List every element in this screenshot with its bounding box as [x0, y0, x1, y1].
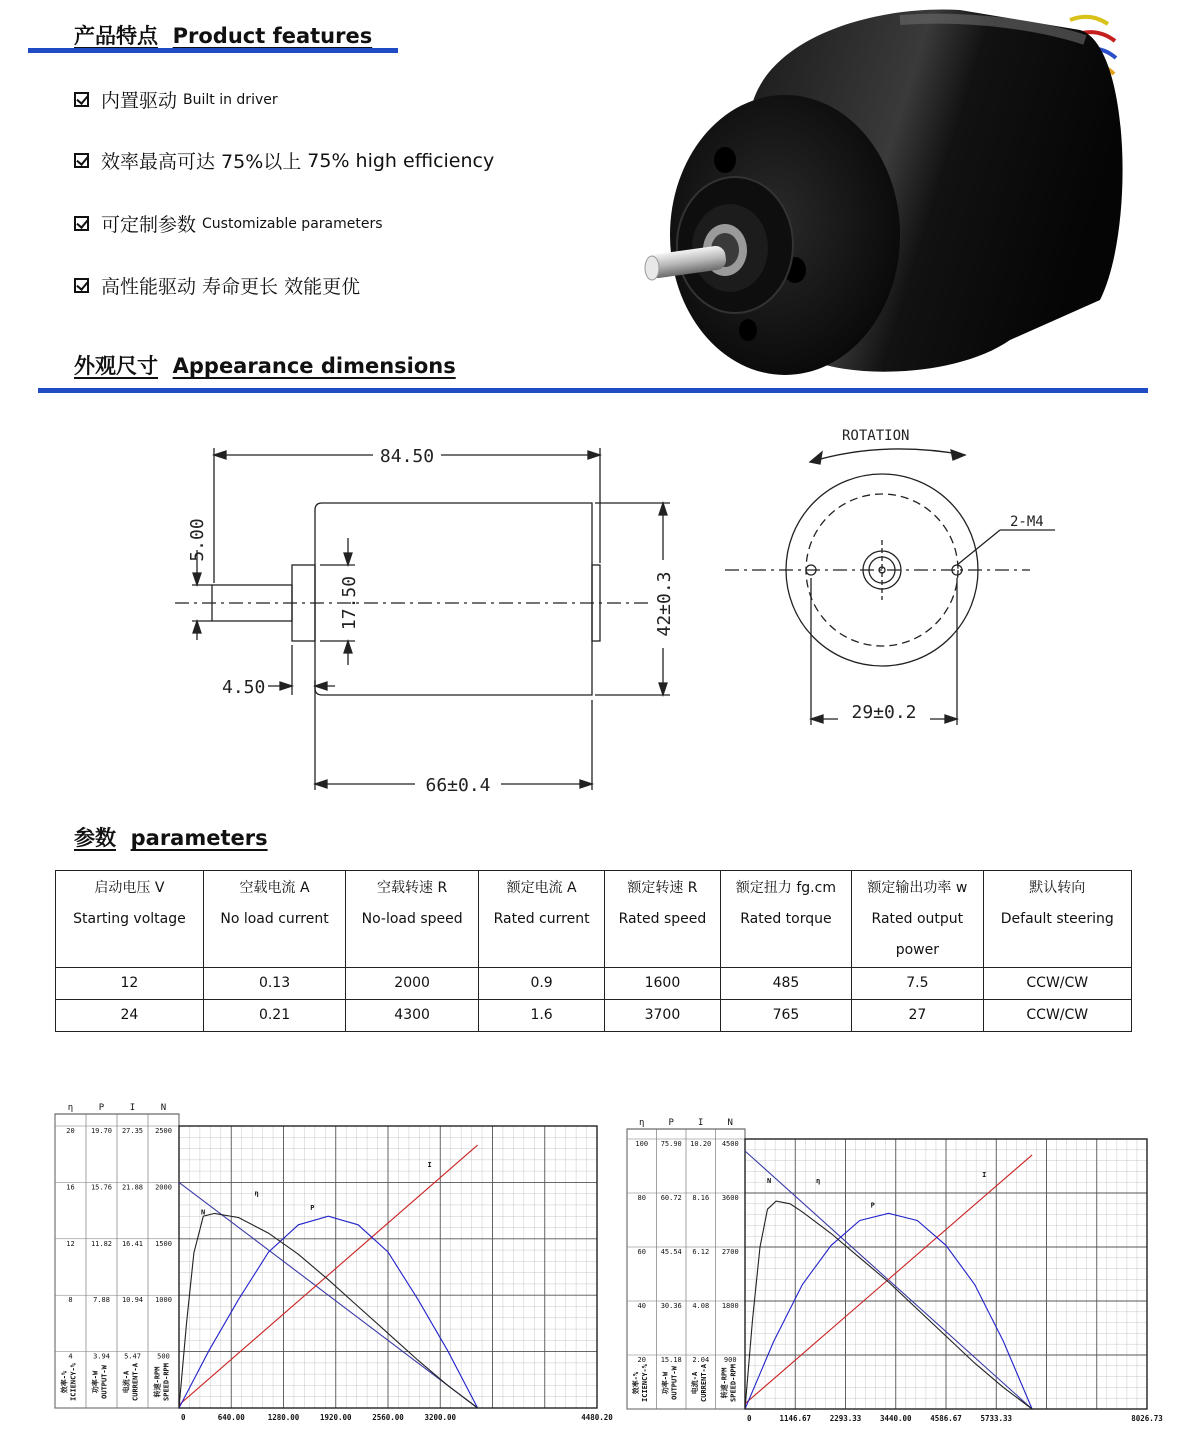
axis-name: OUTPUT-W — [670, 1366, 679, 1400]
feature-en: Built in driver — [183, 91, 278, 108]
table-cell: 27 — [852, 1000, 983, 1032]
axis-tick-label: 80 — [637, 1194, 646, 1202]
x-tick-label: 1280.00 — [267, 1413, 300, 1422]
axis-header: η — [67, 1103, 74, 1113]
axis-tick-label: 5.47 — [124, 1352, 141, 1361]
axis-tick-label: 19.70 — [90, 1127, 113, 1135]
axis-tick-label: 16 — [66, 1183, 75, 1192]
axis-tick-label: 2.04 — [692, 1356, 710, 1364]
axis-name: 转速-RPM — [153, 1366, 162, 1398]
header-cell: 默认转向 Default steering — [983, 871, 1131, 968]
axis-header: I — [129, 1103, 136, 1113]
axis-tick-label: 4.08 — [692, 1302, 710, 1310]
axis-tick-label: 900 — [723, 1356, 737, 1364]
axis-tick-label: 60 — [637, 1248, 646, 1256]
hole-label: 2-M4 — [1010, 514, 1044, 530]
table-cell: 2000 — [346, 968, 479, 1000]
params-title-en: parameters — [130, 826, 268, 850]
series-label: P — [310, 1204, 315, 1213]
features-title-en: Product features — [172, 24, 373, 48]
table-cell: 485 — [720, 968, 852, 1000]
axis-name: CURRENT-A — [131, 1363, 140, 1401]
table-cell: 24 — [56, 1000, 204, 1032]
table-cell: 1.6 — [479, 1000, 605, 1032]
series-line-I — [179, 1145, 478, 1405]
table-cell: 1600 — [605, 968, 720, 1000]
dim-boss-len: 4.50 — [222, 677, 266, 698]
table-cell: 12 — [56, 968, 204, 1000]
axis-name: CURRENT-A — [699, 1364, 708, 1402]
table-cell: 3700 — [605, 1000, 720, 1032]
header-cell: 空载电流 A No load current — [203, 871, 345, 968]
params-title-cn: 参数 — [74, 826, 116, 850]
features-rule — [28, 48, 398, 53]
axis-tick-label: 3.94 — [93, 1352, 110, 1361]
dim-boss-dia: 17.50 — [339, 575, 360, 631]
checkbox-icon — [74, 92, 89, 107]
axis-tick-label: 20 — [66, 1127, 75, 1135]
table-cell: CCW/CW — [983, 968, 1131, 1000]
header-cell: 额定转速 R Rated speed — [605, 871, 720, 968]
axis-tick-label: 8 — [68, 1296, 73, 1305]
axis-tick-label: 1500 — [155, 1239, 172, 1248]
axis-tick-label: 6.12 — [692, 1248, 710, 1256]
feature-item-1 — [74, 86, 278, 113]
axis-tick-label: 4500 — [721, 1140, 739, 1148]
table-cell: 0.13 — [203, 968, 345, 1000]
axis-tick-label: 7.88 — [93, 1296, 110, 1305]
series-line-P — [179, 1216, 478, 1408]
x-tick-label: 1920.00 — [319, 1413, 352, 1422]
x-tick-label: 4586.67 — [930, 1414, 962, 1423]
series-label: I — [427, 1161, 432, 1170]
axis-tick-label: 60.72 — [660, 1194, 682, 1202]
header-cell: 空载转速 R No-load speed — [346, 871, 479, 968]
x-tick-label: 640.00 — [217, 1413, 245, 1422]
feature-cn: 内置驱动 — [101, 90, 178, 112]
feature-cn: 可定制参数 — [101, 214, 197, 236]
x-tick-label: 8026.73 — [1131, 1414, 1163, 1423]
axis-tick-label: 16.41 — [121, 1239, 144, 1248]
axis-tick-label: 15.76 — [90, 1183, 113, 1192]
performance-chart-12v — [55, 1098, 613, 1422]
axis-tick-label: 30.36 — [660, 1302, 682, 1310]
axis-name: OUTPUT-W — [100, 1365, 109, 1399]
axis-tick-label: 75.90 — [660, 1140, 682, 1148]
table-cell: 765 — [720, 1000, 852, 1032]
dimensions-rule — [38, 388, 1148, 393]
axis-name: ICIENCY-% — [640, 1364, 649, 1402]
series-label: N — [767, 1177, 772, 1185]
series-line-eta — [745, 1201, 1032, 1409]
axis-name: 功率-W — [91, 1370, 100, 1394]
params-title — [74, 822, 268, 852]
feature-cn: 高性能驱动 寿命更长 效能更优 — [101, 276, 361, 298]
header-cell: 额定输出功率 w Rated output power — [852, 871, 983, 968]
axis-tick-label: 2700 — [721, 1248, 739, 1256]
x-tick-label: 0 — [747, 1414, 752, 1423]
dimensions-title-cn: 外观尺寸 — [74, 354, 158, 378]
axis-name: SPEED-RPM — [729, 1364, 738, 1402]
checkbox-icon — [74, 216, 89, 231]
feature-cn: 效率最高可达 75%以上 — [101, 151, 302, 173]
table-cell: 4300 — [346, 1000, 479, 1032]
series-line-eta — [179, 1213, 478, 1408]
x-tick-label: 3440.00 — [879, 1414, 912, 1423]
table-row — [56, 1000, 1132, 1032]
dim-hole-spacing: 29±0.2 — [851, 702, 917, 723]
dim-shaft-length: 5.00 — [187, 518, 208, 562]
table-cell: 0.9 — [479, 968, 605, 1000]
series-line-P — [745, 1213, 1032, 1409]
dim-body-dia: 42±0.3 — [654, 571, 675, 637]
dim-overall-length: 84.50 — [379, 446, 435, 467]
feature-en: 75% high efficiency — [307, 149, 495, 172]
axis-name: 功率-W — [661, 1371, 670, 1395]
axis-name: 效率-% — [631, 1371, 640, 1395]
x-tick-label: 2560.00 — [372, 1413, 404, 1422]
side-view — [175, 444, 674, 795]
axis-tick-label: 500 — [157, 1352, 170, 1361]
axis-tick-label: 100 — [635, 1140, 649, 1148]
x-tick-label: 2293.33 — [829, 1414, 862, 1423]
axis-tick-label: 11.82 — [90, 1239, 113, 1248]
axis-tick-label: 12 — [66, 1239, 75, 1248]
table-row — [56, 968, 1132, 1000]
axis-tick-label: 3600 — [721, 1194, 739, 1202]
dimension-drawing — [170, 420, 1070, 810]
axis-name: 效率-% — [60, 1370, 69, 1394]
axis-tick-label: 20 — [637, 1356, 646, 1364]
motor-photo — [630, 0, 1150, 380]
feature-item-2 — [74, 147, 494, 174]
x-tick-label: 5733.33 — [980, 1414, 1013, 1423]
axis-tick-label: 8.16 — [692, 1194, 710, 1202]
header-cell: 额定扭力 fg.cm Rated torque — [720, 871, 852, 968]
axis-header: η — [639, 1118, 645, 1128]
checkbox-icon — [74, 278, 89, 293]
axis-name: 转速-RPM — [720, 1367, 729, 1399]
feature-item-3 — [74, 210, 383, 237]
rotation-label: ROTATION — [842, 428, 910, 444]
axis-tick-label: 1800 — [721, 1302, 739, 1310]
performance-chart-24v — [627, 1113, 1163, 1423]
table-cell: CCW/CW — [983, 1000, 1131, 1032]
table-cell: 0.21 — [203, 1000, 345, 1032]
axis-name: SPEED-RPM — [162, 1363, 171, 1401]
axis-tick-label: 2500 — [155, 1127, 172, 1135]
axis-name: 电流-A — [122, 1370, 131, 1394]
axis-header: P — [668, 1118, 674, 1128]
axis-tick-label: 4 — [68, 1352, 73, 1361]
dimensions-title — [74, 350, 456, 380]
x-tick-label: 3200.00 — [424, 1413, 457, 1422]
feature-en: Customizable parameters — [202, 215, 383, 232]
parameters-table — [55, 870, 1132, 1032]
series-label: η — [254, 1189, 259, 1198]
series-label: η — [816, 1177, 821, 1186]
series-label: I — [982, 1170, 987, 1179]
front-view — [725, 449, 1055, 725]
header-cell: 启动电压 V Starting voltage — [56, 871, 204, 968]
axis-tick-label: 45.54 — [660, 1248, 682, 1256]
axis-header: N — [160, 1103, 167, 1113]
features-title — [74, 20, 372, 50]
axis-tick-label: 10.94 — [121, 1296, 144, 1305]
x-tick-label: 0 — [181, 1413, 186, 1422]
axis-name: ICIENCY-% — [69, 1363, 78, 1401]
checkbox-icon — [74, 153, 89, 168]
axis-header: N — [727, 1118, 733, 1128]
dimensions-title-en: Appearance dimensions — [172, 354, 456, 378]
table-header-row — [56, 871, 1132, 968]
x-tick-label: 4480.20 — [581, 1413, 613, 1422]
axis-tick-label: 2000 — [155, 1183, 172, 1192]
axis-tick-label: 15.18 — [660, 1356, 682, 1364]
header-cell: 额定电流 A Rated current — [479, 871, 605, 968]
axis-tick-label: 40 — [637, 1302, 646, 1310]
x-tick-label: 1146.67 — [779, 1414, 812, 1423]
axis-header: I — [698, 1118, 704, 1128]
table-cell: 7.5 — [852, 968, 983, 1000]
feature-item-4 — [74, 272, 360, 299]
axis-header: P — [98, 1103, 105, 1113]
axis-tick-label: 21.88 — [121, 1183, 144, 1192]
axis-name: 电流-A — [690, 1371, 699, 1395]
axis-tick-label: 10.20 — [690, 1140, 712, 1148]
axis-tick-label: 1000 — [155, 1296, 172, 1305]
features-title-cn: 产品特点 — [74, 24, 158, 48]
axis-tick-label: 27.35 — [121, 1127, 144, 1135]
dim-body-len: 66±0.4 — [425, 775, 491, 796]
series-label: P — [870, 1201, 875, 1210]
series-label: N — [201, 1208, 206, 1217]
